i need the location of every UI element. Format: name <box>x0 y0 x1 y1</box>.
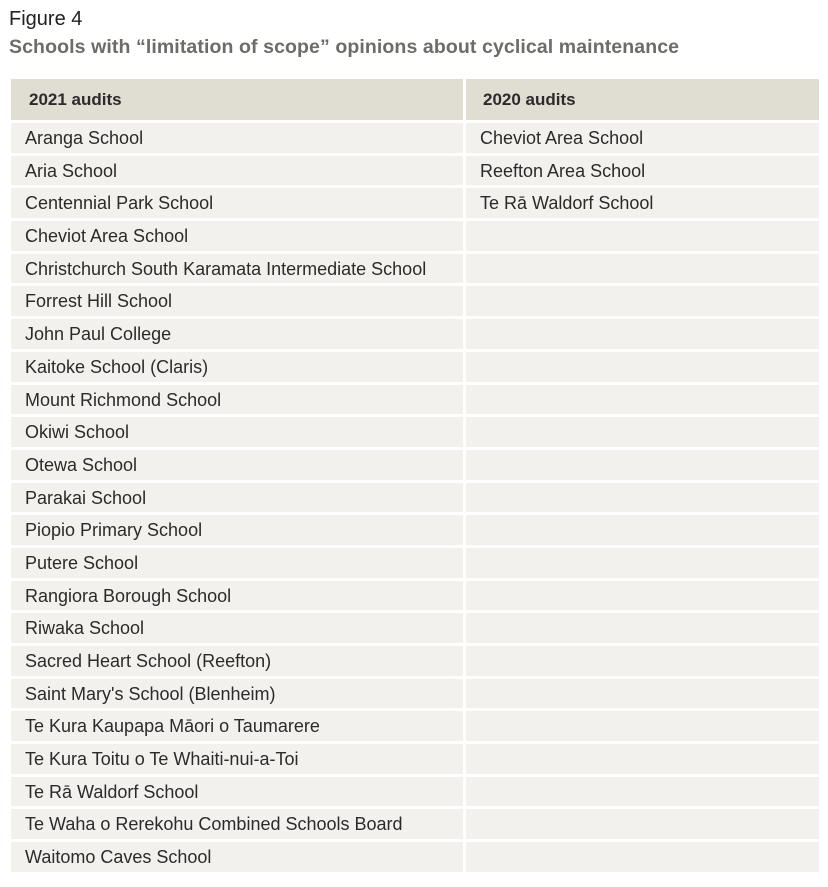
table-row <box>466 581 819 611</box>
figure-title: Schools with “limitation of scope” opinions about cyclical maintenance <box>9 36 680 58</box>
table-row: Reefton Area School <box>466 156 819 186</box>
table-row <box>466 286 819 316</box>
table-row <box>466 417 819 447</box>
table-row: Rangiora Borough School <box>11 581 463 611</box>
table-row: Riwaka School <box>11 613 463 643</box>
table-row: Te Rā Waldorf School <box>11 777 463 807</box>
table-row <box>466 842 819 872</box>
table-row <box>466 254 819 284</box>
table-row: Parakai School <box>11 483 463 513</box>
table-row: Mount Richmond School <box>11 385 463 415</box>
table-row <box>466 515 819 545</box>
table-row: Saint Mary's School (Blenheim) <box>11 679 463 709</box>
table-row: Te Waha o Rerekohu Combined Schools Board <box>11 809 463 839</box>
table-row: Putere School <box>11 548 463 578</box>
table-row <box>466 450 819 480</box>
rows-2020 <box>466 123 819 872</box>
table-row <box>466 646 819 676</box>
column-header-2021: 2021 audits <box>11 79 463 120</box>
table-row <box>466 777 819 807</box>
table-row: Aranga School <box>11 123 463 153</box>
table-row <box>466 613 819 643</box>
table-row: Forrest Hill School <box>11 286 463 316</box>
table-row <box>466 352 819 382</box>
table-row: Sacred Heart School (Reefton) <box>11 646 463 676</box>
table-row: Cheviot Area School <box>466 123 819 153</box>
column-2020 <box>466 79 819 875</box>
table-row <box>466 221 819 251</box>
table-row <box>466 319 819 349</box>
table-row: Piopio Primary School <box>11 515 463 545</box>
table-row: Te Kura Toitu o Te Whaiti-nui-a-Toi <box>11 744 463 774</box>
figure-label: Figure 4 <box>9 8 83 30</box>
table-row <box>466 385 819 415</box>
column-header-2020: 2020 audits <box>466 79 819 120</box>
table-row: Kaitoke School (Claris) <box>11 352 463 382</box>
table-row <box>466 548 819 578</box>
table-row: Aria School <box>11 156 463 186</box>
table-row <box>466 679 819 709</box>
rows-2021 <box>11 123 463 872</box>
table-row <box>466 711 819 741</box>
table-row: Waitomo Caves School <box>11 842 463 872</box>
table-row: John Paul College <box>11 319 463 349</box>
table-row: Centennial Park School <box>11 188 463 218</box>
table-row: Christchurch South Karamata Intermediate School <box>11 254 463 284</box>
table-row: Te Rā Waldorf School <box>466 188 819 218</box>
table-row <box>466 483 819 513</box>
table-row: Te Kura Kaupapa Māori o Taumarere <box>11 711 463 741</box>
table-row <box>466 744 819 774</box>
table-row: Okiwi School <box>11 417 463 447</box>
table-row: Otewa School <box>11 450 463 480</box>
column-2021 <box>11 79 463 875</box>
table-row <box>466 809 819 839</box>
table-row: Cheviot Area School <box>11 221 463 251</box>
